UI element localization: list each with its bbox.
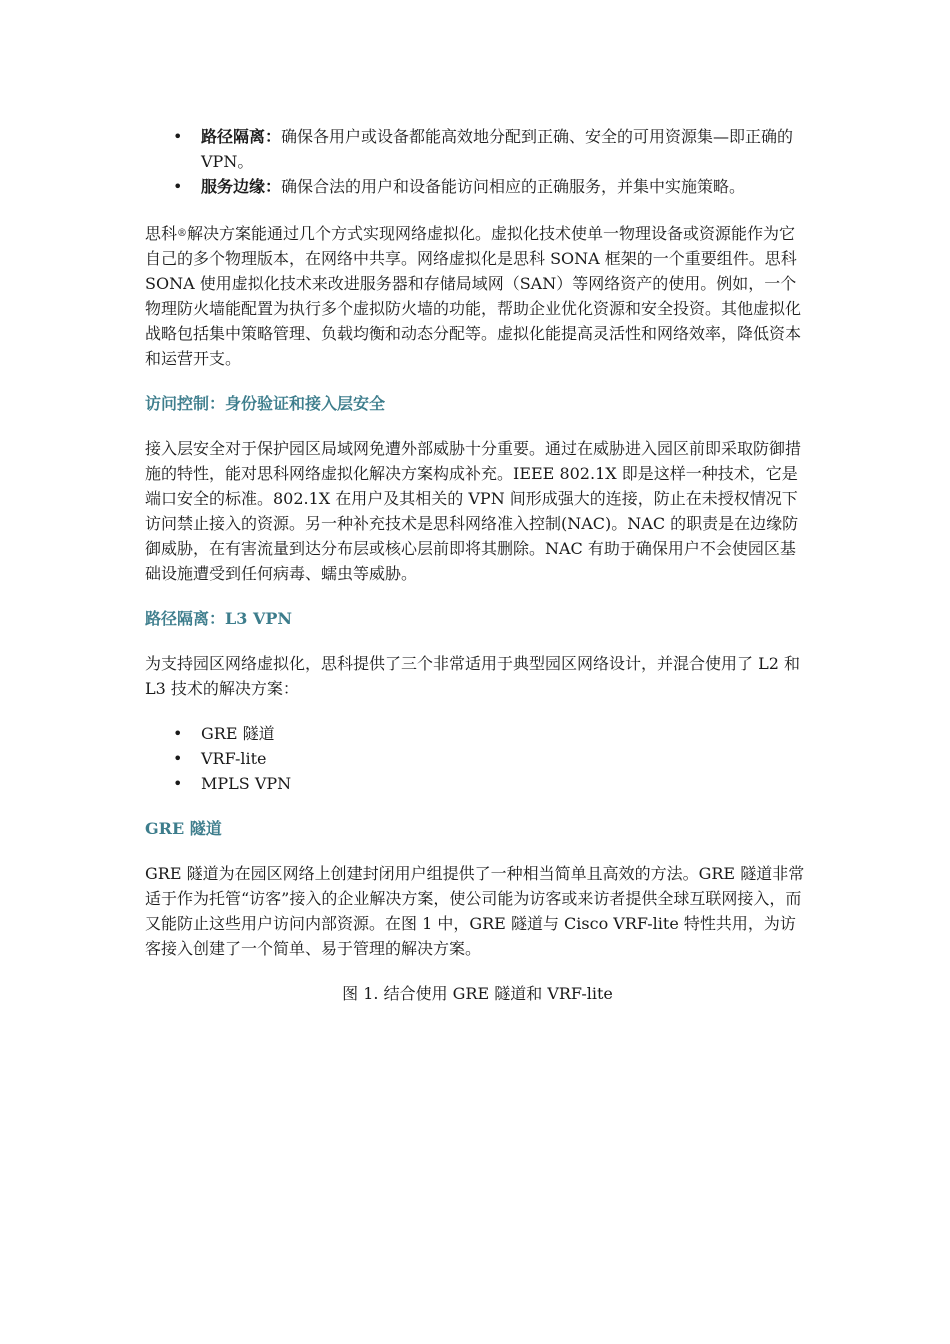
- bullet-text: 确保合法的用户和设备能访问相应的正确服务，并集中实施策略。: [281, 177, 746, 196]
- list-item: [145, 124, 810, 174]
- list-item: [145, 721, 810, 746]
- solution-item: MPLS VPN: [201, 774, 292, 793]
- paragraph-lead: 思科: [145, 224, 178, 243]
- bullet-icon: •: [173, 774, 183, 793]
- registered-mark: ®: [177, 228, 188, 239]
- heading-access-control: 访问控制：身份验证和接入层安全: [145, 394, 386, 413]
- top-bullet-list: [145, 124, 810, 199]
- list-item: [145, 174, 810, 199]
- paragraph-gre-tunnel: GRE 隧道为在园区网络上创建封闭用户组提供了一种相当简单且高效的方法。GRE 隧道非常适于作为托管“访客”接入的企业解决方案，使公司能为访客或来访者提供全球互联网接入，而又能防止这些用户访问内部资源。在图 1 中，GRE 隧道与 Cisco VRF-lite 特性共用，为访客接入创建了一个简单、易于管理的解决方案。: [145, 864, 805, 958]
- bullet-term: 路径隔离：: [201, 127, 282, 146]
- paragraph-rest: 解决方案能通过几个方式实现网络虚拟化。虚拟化技术使单一物理设备或资源能作为它自己的多个物理版本，在网络中共享。网络虚拟化是思科 SONA 框架的一个重要组件。思科 SONA 使用虚拟化技术来改进服务器和存储局域网（SAN）等网络资产的使用。例如，一个物理防火墙能配置为执行多个虚拟防火墙的功能，帮助企业优化资源和安全投资。其他虚拟化战略包括集中策略管理、负载均衡和动态分配等。虚拟化能提高灵活性和网络效率，降低资本和运营开支。: [145, 224, 802, 368]
- paragraph-access-control: 接入层安全对于保护园区局域网免遭外部威胁十分重要。通过在威胁进入园区前即采取防御措施的特性，能对思科网络虚拟化解决方案构成补充。IEEE 802.1X 即是这样一种技术，它是端口安全的标准。802.1X 在用户及其相关的 VPN 间形成强大的连接，防止在未授权情况下访问禁止接入的资源。另一种补充技术是思科网络准入控制(NAC)。NAC 的职责是在边缘防御威胁，在有害流量到达分布层或核心层前即将其删除。NAC 有助于确保用户不会使园区基础设施遭受到任何病毒、蠕虫等威胁。: [145, 439, 802, 583]
- bullet-icon: •: [173, 724, 183, 743]
- list-item: [145, 771, 810, 796]
- bullet-icon: •: [173, 749, 183, 768]
- document-page: [145, 124, 810, 1006]
- bullet-icon: •: [173, 177, 183, 196]
- paragraph-path-isolation: 为支持园区网络虚拟化，思科提供了三个非常适用于典型园区网络设计，并混合使用了 L2 和 L3 技术的解决方案：: [145, 654, 800, 698]
- solution-item: GRE 隧道: [201, 724, 275, 743]
- figure-caption: 图 1. 结合使用 GRE 隧道和 VRF-lite: [342, 984, 613, 1003]
- heading-gre-tunnel: GRE 隧道: [145, 819, 222, 838]
- bullet-term: 服务边缘：: [201, 177, 282, 196]
- heading-path-isolation: 路径隔离：L3 VPN: [145, 609, 293, 628]
- bullet-icon: •: [173, 127, 183, 146]
- bullet-text: 确保各用户或设备都能高效地分配到正确、安全的可用资源集—即正确的 VPN。: [201, 127, 794, 171]
- paragraph-virtualization: [145, 221, 810, 371]
- solution-item: VRF-lite: [201, 749, 267, 768]
- solution-list: [145, 721, 810, 796]
- list-item: [145, 746, 810, 771]
